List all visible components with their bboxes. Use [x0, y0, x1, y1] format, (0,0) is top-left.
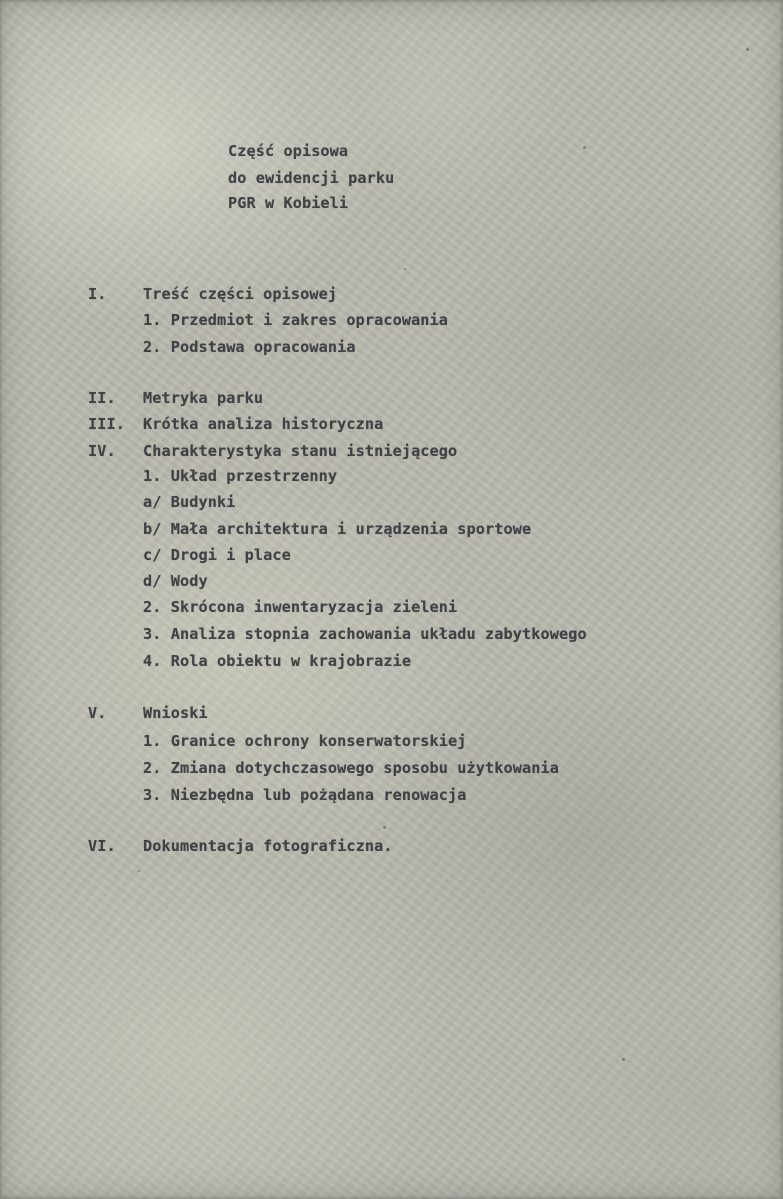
outline-item: 1. Granice ochrony konserwatorskiej	[143, 732, 467, 750]
outline-item: 1. Przedmiot i zakres opracowania	[143, 311, 449, 329]
outline-item: 4. Rola obiektu w krajobrazie	[143, 652, 412, 670]
section-title: Treść części opisowej	[143, 285, 338, 303]
document-title-line-2: do ewidencji parku	[228, 169, 395, 187]
section-title: Wnioski	[143, 704, 208, 722]
paper-speck	[622, 1058, 625, 1061]
outline-item: d/ Wody	[143, 572, 208, 590]
section-title: Metryka parku	[143, 389, 264, 407]
section-title: Charakterystyka stanu istniejącego	[143, 442, 458, 460]
paper-speck	[138, 870, 140, 872]
outline-item: b/ Mała architektura i urządzenia sportowe	[143, 520, 532, 538]
section-numeral: III.	[88, 415, 125, 433]
outline-item: 1. Układ przestrzenny	[143, 467, 338, 485]
outline-item: 2. Skrócona inwentaryzacja zieleni	[143, 598, 458, 616]
paper-speck	[746, 48, 749, 51]
section-numeral: I.	[88, 285, 107, 303]
document-title-line-1: Część opisowa	[228, 142, 349, 160]
document-title-line-3: PGR w Kobieli	[228, 194, 349, 212]
section-title: Dokumentacja fotograficzna.	[143, 837, 393, 855]
section-numeral: V.	[88, 704, 107, 722]
outline-item: 2. Zmiana dotychczasowego sposobu użytkowania	[143, 759, 559, 777]
outline-item: 2. Podstawa opracowania	[143, 338, 356, 356]
section-numeral: VI.	[88, 837, 116, 855]
paper-speck	[583, 146, 586, 149]
outline-item: 3. Analiza stopnia zachowania układu zabytkowego	[143, 625, 587, 643]
section-numeral: II.	[88, 389, 116, 407]
section-title: Krótka analiza historyczna	[143, 415, 384, 433]
outline-item: a/ Budynki	[143, 493, 236, 511]
paper-speck	[383, 826, 386, 829]
outline-item: c/ Drogi i place	[143, 546, 291, 564]
paper-speck	[404, 268, 406, 270]
outline-item: 3. Niezbędna lub pożądana renowacja	[143, 786, 467, 804]
section-numeral: IV.	[88, 442, 116, 460]
